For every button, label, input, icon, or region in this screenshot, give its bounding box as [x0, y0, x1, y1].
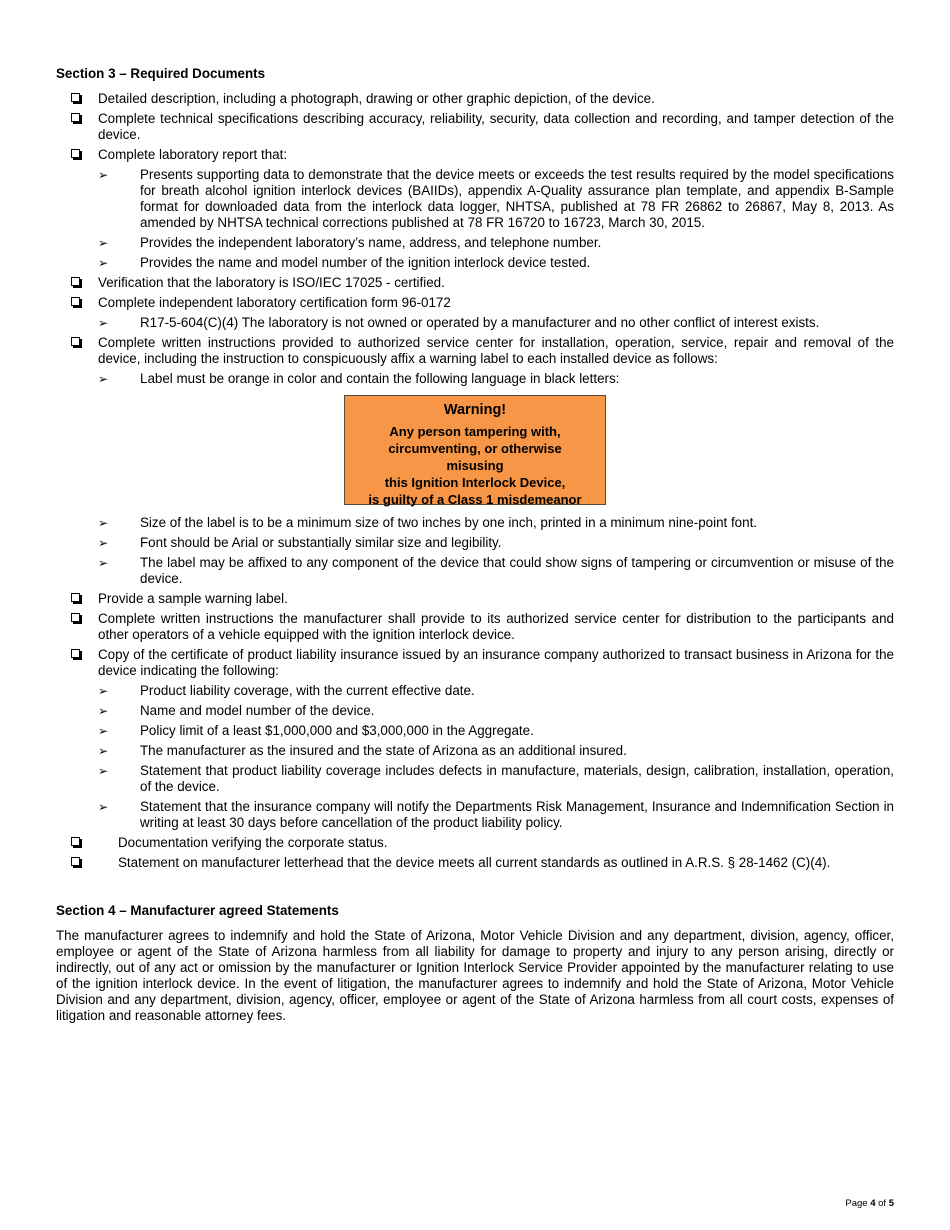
sub-list-item: ➢ R17-5-604(C)(4) The laboratory is not owned or operated by a manufacturer and no other conflict of interest exists.: [98, 315, 820, 330]
arrow-bullet-icon: ➢: [98, 764, 109, 778]
document-page: [56, 66, 894, 1024]
sub-list-item: ➢ Statement that the insurance company will notify the Departments Risk Management, Insurance and Indemnification Section in writing at least 30 days before cancellation of the product liability policy.: [98, 799, 894, 830]
section-4-body: The manufacturer agrees to indemnify and hold the State of Arizona, Motor Vehicle Division and any department, division, agency, officer, employee or agent of the State of Arizona harmless from all liability for damage to property and injury to any person arising, directly or indirectly, out of any act or omission by the manufacturer or Ignition Interlock Service Provider appointed by the manufacturer relating to use of the ignition interlock device. In the event of litigation, the manufacturer agrees to indemnify and hold the State of Arizona, Motor Vehicle Division and any department, division, agency, officer, employee or agent of the State of Arizona harmless from all court costs, expenses of litigation and reasonable attorney fees.: [56, 928, 894, 1023]
required-documents-list: [56, 91, 894, 163]
arrow-bullet-icon: ➢: [98, 800, 109, 814]
arrow-bullet-icon: ➢: [98, 516, 109, 530]
arrow-bullet-icon: ➢: [98, 724, 109, 738]
list-item: Complete written instructions provided to authorized service center for installation, operation, service, repair and removal of the device, including the instruction to conspicuously affix a warning label to each installed device as follows:: [56, 335, 894, 367]
list-item: Complete technical specifications describing accuracy, reliability, security, data collection and recording, and tamper detection of the device.: [56, 111, 894, 143]
checkbox-bullet-icon: [71, 593, 80, 602]
required-documents-list-cont4: [56, 835, 894, 871]
sub-list-item: ➢ Policy limit of a least $1,000,000 and $3,000,000 in the Aggregate.: [98, 723, 534, 738]
sub-list-item: ➢ Product liability coverage, with the current effective date.: [98, 683, 475, 698]
sub-list-item: ➢ Presents supporting data to demonstrate that the device meets or exceeds the test results required by the model specifications for breath alcohol ignition interlock devices (BAIIDs), appendix A-Quality assurance plan template, and appendix B-Sample format for downloaded data from the interlock data logger, NHTSA, published at 78 FR 26862 to 26867, May 8, 2013. As amended by NHTSA technical corrections published at 78 FR 16720 to 16723, March 30, 2015.: [98, 167, 894, 230]
checkbox-bullet-icon: [71, 337, 80, 346]
arrow-bullet-icon: ➢: [98, 704, 109, 718]
lab-report-sublist: [56, 167, 894, 271]
label-instructions-sublist: [56, 371, 894, 387]
arrow-bullet-icon: ➢: [98, 536, 109, 550]
list-item: Provide a sample warning label.: [56, 591, 894, 607]
sub-list-item: ➢ Font should be Arial or substantially similar size and legibility.: [98, 535, 502, 550]
checkbox-bullet-icon: [71, 277, 80, 286]
insurance-sublist: [56, 683, 894, 831]
list-item: Detailed description, including a photograph, drawing or other graphic depiction, of the device.: [56, 91, 894, 107]
required-documents-list-cont3: [56, 591, 894, 679]
checkbox-bullet-icon: [71, 93, 80, 102]
sub-list-item: ➢ Provides the name and model number of the ignition interlock device tested.: [98, 255, 591, 270]
arrow-bullet-icon: ➢: [98, 556, 109, 570]
list-item: Documentation verifying the corporate status.: [56, 835, 894, 851]
sub-list-item: ➢ The manufacturer as the insured and the state of Arizona as an additional insured.: [98, 743, 627, 758]
warning-label-line: circumventing, or otherwise: [388, 441, 562, 456]
sub-list-item: ➢ The label may be affixed to any component of the device that could show signs of tampering or circumvention or misuse of the device.: [98, 555, 894, 586]
checkbox-bullet-icon: [71, 857, 80, 866]
sub-list-item: ➢ Label must be orange in color and contain the following language in black letters:: [98, 371, 620, 386]
warning-label: [344, 395, 606, 505]
arrow-bullet-icon: ➢: [98, 744, 109, 758]
list-item: Complete independent laboratory certification form 96-0172: [56, 295, 894, 311]
arrow-bullet-icon: ➢: [98, 256, 109, 270]
checkbox-bullet-icon: [71, 837, 80, 846]
section-3-title: Section 3 – Required Documents: [56, 66, 266, 81]
warning-label-line: Any person tampering with,: [389, 424, 561, 439]
sub-list-item: ➢ Name and model number of the device.: [98, 703, 375, 718]
arrow-bullet-icon: ➢: [98, 236, 109, 250]
required-documents-list-cont2: [56, 335, 894, 367]
warning-label-line: is guilty of a Class 1 misdemeanor: [368, 492, 582, 507]
sub-list-item: ➢ Statement that product liability coverage includes defects in manufacture, materials, design, calibration, installation, operation, of the device.: [98, 763, 894, 794]
arrow-bullet-icon: ➢: [98, 168, 109, 182]
list-item: Statement on manufacturer letterhead that the device meets all current standards as outlined in A.R.S. § 28-1462 (C)(4).: [56, 855, 894, 871]
checkbox-bullet-icon: [71, 297, 80, 306]
list-item: Verification that the laboratory is ISO/IEC 17025 - certified.: [56, 275, 894, 291]
arrow-bullet-icon: ➢: [98, 372, 109, 386]
list-item: Complete laboratory report that:: [56, 147, 894, 163]
list-item: Complete written instructions the manufacturer shall provide to its authorized service center for distribution to the participants and other operators of a vehicle equipped with the ignition interlock device.: [56, 611, 894, 643]
sub-list-item: ➢ Provides the independent laboratory’s name, address, and telephone number.: [98, 235, 602, 250]
section-4-title: Section 4 – Manufacturer agreed Statements: [56, 903, 339, 918]
warning-label-line: this Ignition Interlock Device,: [384, 475, 566, 490]
page-number: Page 4 of 5: [845, 1198, 894, 1209]
warning-label-container: [56, 395, 894, 505]
cert-form-sublist: [56, 315, 894, 331]
list-item: Copy of the certificate of product liability insurance issued by an insurance company authorized to transact business in Arizona for the device indicating the following:: [56, 647, 894, 679]
warning-label-line: misusing: [446, 458, 504, 473]
label-requirements-sublist: [56, 515, 894, 587]
checkbox-bullet-icon: [71, 649, 80, 658]
checkbox-bullet-icon: [71, 113, 80, 122]
sub-list-item: ➢ Size of the label is to be a minimum size of two inches by one inch, printed in a minimum nine-point font.: [98, 515, 758, 530]
warning-label-title: Warning!: [443, 402, 507, 418]
arrow-bullet-icon: ➢: [98, 316, 109, 330]
checkbox-bullet-icon: [71, 613, 80, 622]
required-documents-list-cont: [56, 275, 894, 311]
checkbox-bullet-icon: [71, 149, 80, 158]
arrow-bullet-icon: ➢: [98, 684, 109, 698]
